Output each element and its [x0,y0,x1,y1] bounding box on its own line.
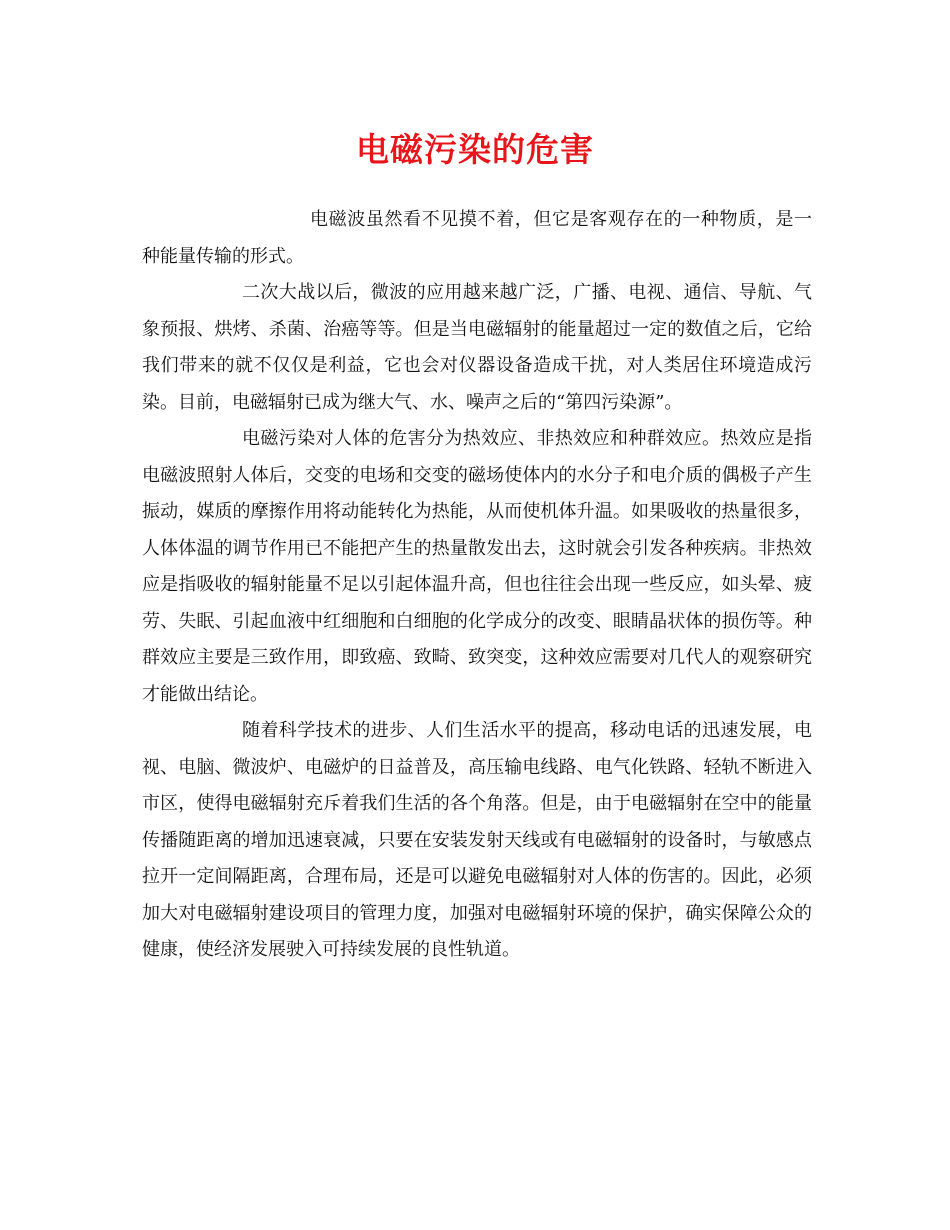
document-title: 电磁污染的危害 [356,130,594,169]
paragraph-2: 二次大战以后，微波的应用越来越广泛，广播、电视、通信、导航、气象预报、烘烤、杀菌、治癌等等。但是当电磁辐射的能量超过一定的数值之后，它给我们带来的就不仅仅是利益，它也会对仪器设备造成干扰，对人类居住环境造成污染。目前，电磁辐射已成为继大气、水、噪声之后的“第四污染源”。 [142,282,812,413]
document-body [142,202,812,969]
paragraph-3: 电磁污染对人体的危害分为热效应、非热效应和种群效应。热效应是指电磁波照射人体后，交变的电场和交变的磁场使体内的水分子和电介质的偶极子产生振动，媒质的摩擦作用将动能转化为热能，从而使机体升温。如果吸收的热量很多，人体体温的调节作用已不能把产生的热量散发出去，这时就会引发各种疾病。非热效应是指吸收的辐射能量不足以引起体温升高，但也往往会出现一些反应，如头晕、疲劳、失眠、引起血液中红细胞和白细胞的化学成分的改变、眼睛晶状体的损伤等。种群效应主要是三致作用，即致癌、致畸、致突变，这种效应需要对几代人的观察研究才能做出结论。 [142,428,812,705]
paragraph-4: 随着科学技术的进步、人们生活水平的提高，移动电话的迅速发展，电视、电脑、微波炉、电磁炉的日益普及，高压输电线路、电气化铁路、轻轨不断进入市区，使得电磁辐射充斥着我们生活的各个角落。但是，由于电磁辐射在空中的能量传播随距离的增加迅速衰减，只要在安装发射天线或有电磁辐射的设备时，与敏感点拉开一定间隔距离，合理布局，还是可以避免电磁辐射对人体的伤害的。因此，必须加大对电磁辐射建设项目的管理力度，加强对电磁辐射环境的保护，确实保障公众的健康，使经济发展驶入可持续发展的良性轨道。 [142,720,812,960]
paragraph-1: 电磁波虽然看不见摸不着，但它是客观存在的一种物质，是一种能量传输的形式。 [142,209,812,267]
